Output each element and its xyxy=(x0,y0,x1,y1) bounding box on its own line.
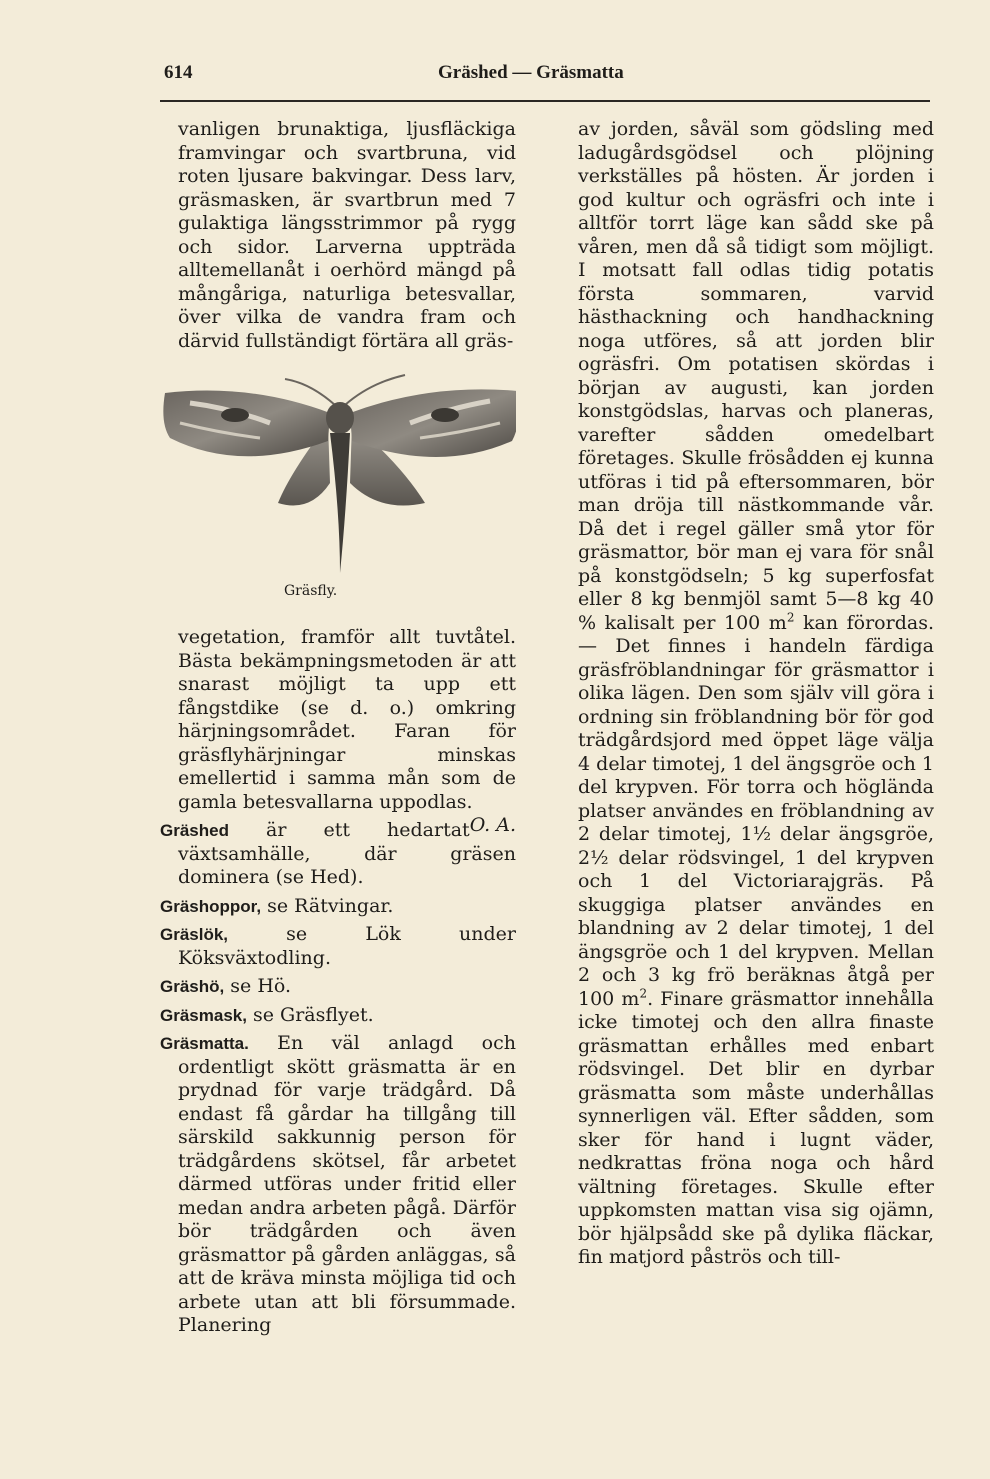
author-signature: O. A. xyxy=(469,814,516,836)
entry-grasho xyxy=(160,975,516,999)
entry-term: Gräshoppor, xyxy=(160,896,262,916)
entry-grasmatta xyxy=(160,1032,516,1338)
entry-graslok xyxy=(160,923,516,970)
entry-term: Gräshed xyxy=(160,821,229,840)
entry-text: se Hö. xyxy=(224,975,292,997)
entry-text: En väl anlagd och ordentligt skött gräsmatta är en prydnad för varje trädgård. Då endast få gårdar ha tillgång till särskild sakkunnig person för trädgårdens skötsel, får arbetet därmed utföras under fritid eller medan andra arbeten pågå. Därför bör trädgården och även gräsmattor på gården anläggas, så att de kräva minsta möjliga tid och arbete utan att bli försummade. Planering xyxy=(178,1032,516,1336)
entry-term: Gräshö, xyxy=(160,977,225,996)
header-rule xyxy=(160,100,930,102)
right-text-1: av jorden, såväl som gödsling med ladugårdsgödsel och plöjning verkställes på hösten. Är jorden i god kultur och ogräsfri och inte i alltför torrt läge kan sådd ske på våren, men då så tidigt som möjligt. I motsatt fall odlas tidig potatis första sommaren, varvid hästhackning och handhackning noga utföres, så att jorden blir ogräsfri. Om potatisen skördas i början av augusti, kan jorden konstgödslas, harvas och planeras, varefter sådden omedelbart företages. Skulle frösådden ej kunna utföras i tid på eftersommaren, bör man dröja till nästkommande vår. Då det i regel gäller små ytor för gräsmattor, bör man ej vara för snål på konstgödseln; 5 kg superfosfat eller 8 kg benmjöl samt 5—8 kg 40 % kalisalt per 100 m xyxy=(578,118,934,634)
entry-text: se Gräsflyet. xyxy=(246,1003,374,1026)
entry-text: är ett hedartat växtsamhälle, där gräsen dominera (se Hed). xyxy=(178,819,516,888)
running-head: Gräshed — Gräsmatta xyxy=(438,62,624,83)
left-column xyxy=(160,118,516,1338)
moth-figure xyxy=(160,363,516,618)
moth-illustration xyxy=(160,363,516,583)
superscript-2: 2 xyxy=(639,986,648,1001)
entry-grasmask xyxy=(160,1004,516,1028)
entry-text: se Lök under Köksväxtodling. xyxy=(178,923,516,969)
page-number: 614 xyxy=(164,62,193,83)
entry-grashed xyxy=(160,819,516,890)
after-figure-text: vegetation, framför allt tuvtåtel. Bästa bekämpningsmetoden är att snarast möjligt ta upp ett fångstdike (se d. o.) omkring härjningsområdet. Faran för gräsflyhärjningar minskas emellertid i samma mån som de gamla betesvallarna uppodlas. xyxy=(178,626,516,813)
superscript-1: 2 xyxy=(786,610,795,625)
entry-term: Gräsmatta. xyxy=(160,1034,249,1053)
right-paragraph xyxy=(578,118,934,1270)
right-text-3: . Finare gräsmattor innehålla icke timotej och den allra finaste gräsmattan erhålles med enbart rödsvingel. Det blir en dyrbar gräsmatta som måste underhållas synnerligen väl. Efter sådden, som sker för hand i lugnt väder, nedkrattas fröna noga och hård vältning företages. Skulle efter uppkomsten mattan visa sig ojämn, bör hjälpsådd ske på dylika fläckar, fin matjord påströs och till- xyxy=(578,987,935,1268)
figure-caption: Gräsfly. xyxy=(284,583,338,599)
entry-term: Gräslök, xyxy=(160,925,229,944)
intro-paragraph: vanligen brunaktiga, ljusfläckiga framvingar och svartbruna, vid roten ljusare bakvingar. Dess larv, gräsmasken, är svartbrun med 7 gulaktiga längsstrimmor på rygg och sidor. Larverna uppträda alltemellanåt i oerhörd mängd på mångåriga, naturliga betesvallar, över vilka de vandra fram och därvid fullständigt förtära all gräs- xyxy=(178,118,516,352)
right-column xyxy=(578,118,934,1270)
page-header xyxy=(160,62,930,92)
right-text-2: kan förordas. — Det finnes i handeln färdiga gräsfröblandningar för gräsmattor i olika lägen. Den som själv vill göra i ordning sin fröblandning bör för god trädgårdsjord med öppet läge välja 4 delar timotej, 1 del ängsgröe och 1 del krypven. För torra och höglända platser användes en fröblandning av 2 delar timotej, 1½ delar ängsgröe, 2½ delar rödsvingel, 1 del krypven och 1 del Victoriarajgräs. På skuggiga platser användes en blandning av 2 delar timotej, 1 del ängsgröe och 1 del krypven. Mellan 2 och 3 kg frö beräknas åtgå per 100 m xyxy=(578,611,934,1010)
entry-term: Gräsmask, xyxy=(160,1005,247,1025)
entry-text: se Rätvingar. xyxy=(261,894,394,917)
entry-grashoppor xyxy=(160,895,516,919)
